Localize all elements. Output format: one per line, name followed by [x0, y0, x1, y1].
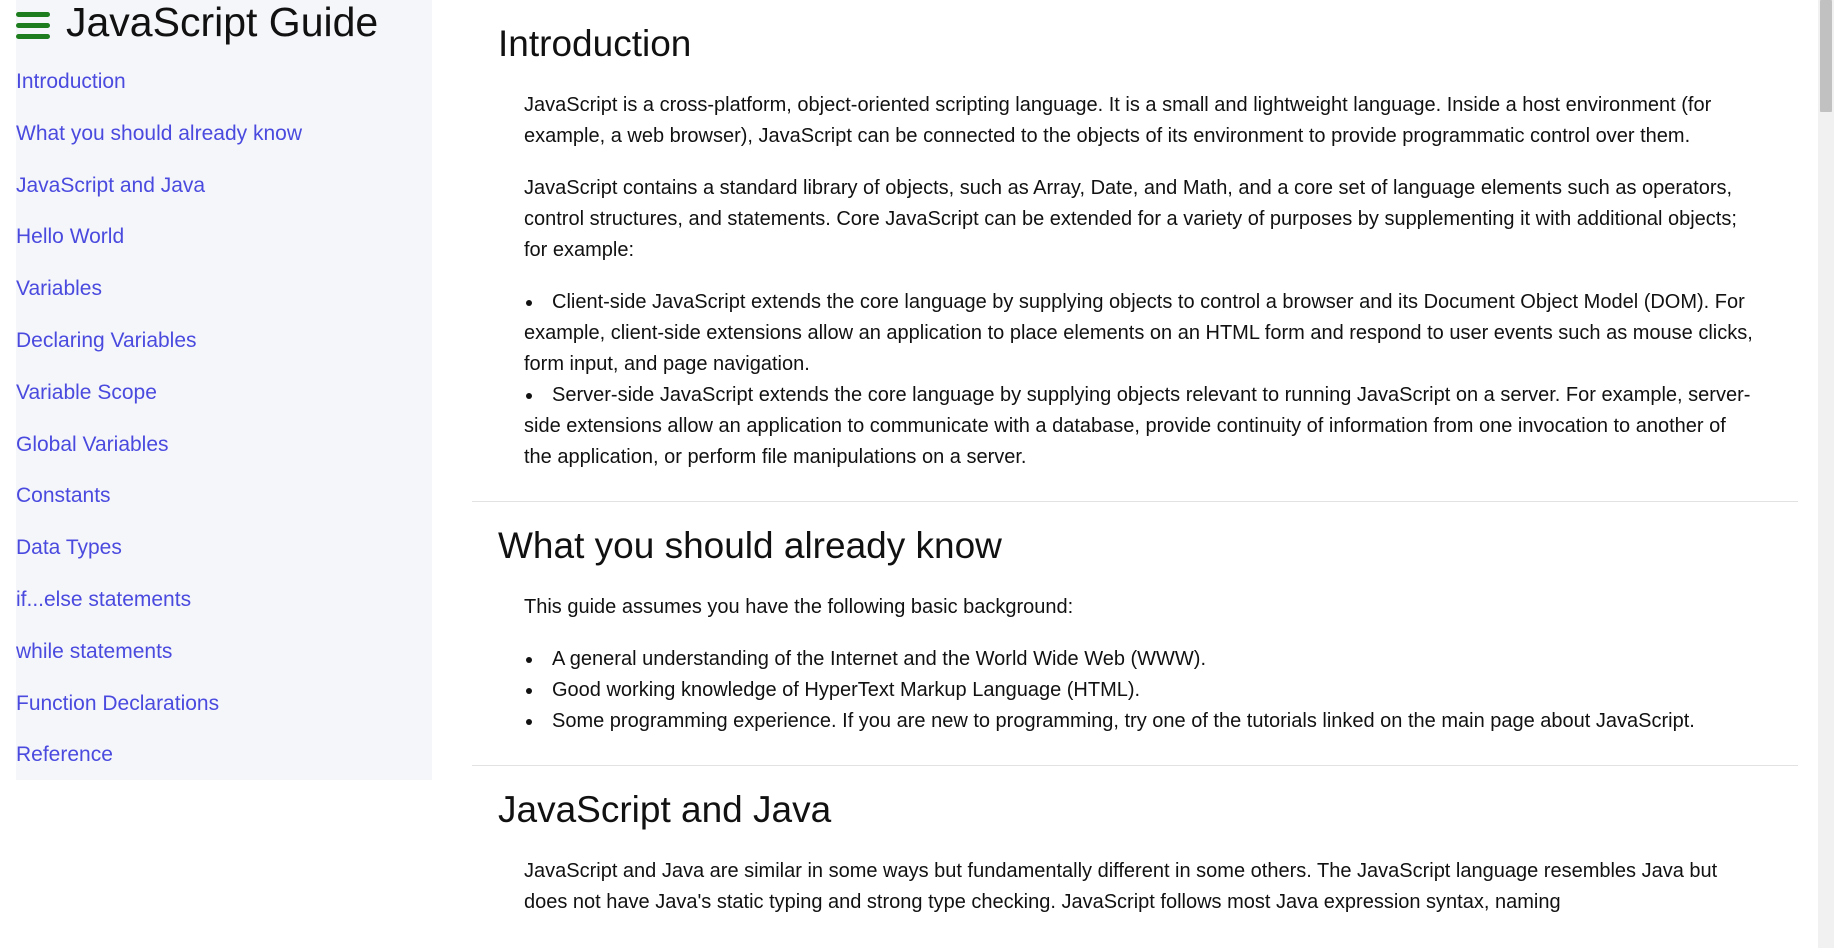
section-body	[472, 66, 1798, 473]
section-heading: Introduction	[498, 23, 692, 64]
hamburger-bar	[16, 23, 50, 28]
sidebar-item-global-variables	[16, 425, 302, 477]
sidebar-link-function-declarations[interactable]: Function Declarations	[16, 691, 220, 715]
paragraph: JavaScript contains a standard library of objects, such as Array, Date, and Math, and a core set of language elements such as operators, control structures, and statements. Core JavaScript can be extended for a variety of purposes by supplementing it with additional objects; for example:	[524, 177, 1737, 261]
list-item: Client-side JavaScript extends the core language by supplying objects to control a browser and its Document Object Model (DOM). For example, client-side extensions allow an application to place elements on an HTML form and respond to user events such as mouse clicks, form input, and page navigation.	[524, 287, 1758, 380]
sidebar-item-introduction	[16, 62, 302, 114]
main-content	[472, 0, 1798, 948]
sidebar-link-variables[interactable]: Variables	[16, 277, 102, 301]
list-item: Good working knowledge of HyperText Markup Language (HTML).	[524, 675, 1758, 706]
hamburger-bar	[16, 34, 50, 39]
section-javascript-and-java	[472, 766, 1798, 918]
section-body	[472, 568, 1798, 737]
sidebar-link-javascript-and-java[interactable]: JavaScript and Java	[16, 173, 206, 197]
sidebar-link-declaring-variables[interactable]: Declaring Variables	[16, 328, 197, 352]
section-heading: What you should already know	[498, 525, 1002, 566]
vertical-scrollbar[interactable]	[1818, 0, 1834, 948]
sidebar-item-if-else-statements	[16, 580, 302, 632]
list-item: A general understanding of the Internet and the World Wide Web (WWW).	[524, 644, 1758, 675]
sidebar-item-variables	[16, 269, 302, 321]
sidebar-link-what-you-should-already-know[interactable]: What you should already know	[16, 121, 302, 145]
sidebar-link-constants[interactable]: Constants	[16, 484, 111, 508]
sidebar-title: JavaScript Guide	[66, 0, 379, 45]
sidebar-item-data-types	[16, 528, 302, 580]
sidebar-item-while-statements	[16, 632, 302, 684]
sidebar-header	[16, 0, 432, 48]
sidebar-item-function-declarations	[16, 684, 302, 736]
paragraph: This guide assumes you have the following basic background:	[524, 596, 1074, 618]
sidebar-link-hello-world[interactable]: Hello World	[16, 225, 125, 249]
bullet-list	[524, 644, 1758, 737]
bullet-list	[524, 287, 1758, 473]
scrollbar-thumb[interactable]	[1820, 0, 1832, 112]
sidebar-item-what-you-should-already-know	[16, 114, 302, 166]
sidebar-link-variable-scope[interactable]: Variable Scope	[16, 380, 157, 404]
sidebar-item-hello-world	[16, 217, 302, 269]
sidebar-link-data-types[interactable]: Data Types	[16, 536, 122, 560]
sidebar-link-reference[interactable]: Reference	[16, 743, 113, 767]
sidebar-link-if-else-statements[interactable]: if...else statements	[16, 587, 192, 611]
sidebar-link-while-statements[interactable]: while statements	[16, 639, 173, 663]
list-item: Some programming experience. If you are new to programming, try one of the tutorials linked on the main page about JavaScript.	[524, 706, 1758, 737]
section-introduction	[472, 0, 1798, 501]
paragraph: JavaScript and Java are similar in some ways but fundamentally different in some others. The JavaScript language resembles Java but does not have Java's static typing and strong type checking. JavaScript follows most Java expression syntax, naming	[524, 860, 1718, 913]
hamburger-menu-icon[interactable]	[16, 12, 50, 39]
sidebar-item-reference	[16, 735, 302, 787]
sidebar-link-introduction[interactable]: Introduction	[16, 70, 126, 93]
hamburger-bar	[16, 12, 50, 17]
paragraph: JavaScript is a cross-platform, object-oriented scripting language. It is a small and lightweight language. Inside a host environment (for example, a web browser), JavaScript can be connected to the objects of its environment to provide programmatic control over them.	[524, 94, 1712, 147]
list-item: Server-side JavaScript extends the core language by supplying objects relevant to running JavaScript on a server. For example, server-side extensions allow an application to communicate with a database, provide continuity of information from one invocation to another of the application, or perform file manipulations on a server.	[524, 380, 1758, 473]
sidebar-link-global-variables[interactable]: Global Variables	[16, 432, 169, 456]
sidebar-item-constants	[16, 476, 302, 528]
sidebar-item-variable-scope	[16, 373, 302, 425]
section-what-you-should-already-know	[472, 502, 1798, 765]
sidebar	[16, 0, 432, 780]
section-heading: JavaScript and Java	[498, 789, 832, 830]
sidebar-item-javascript-and-java	[16, 166, 302, 218]
sidebar-nav-list	[16, 62, 302, 787]
section-body	[472, 832, 1798, 918]
sidebar-item-declaring-variables	[16, 321, 302, 373]
